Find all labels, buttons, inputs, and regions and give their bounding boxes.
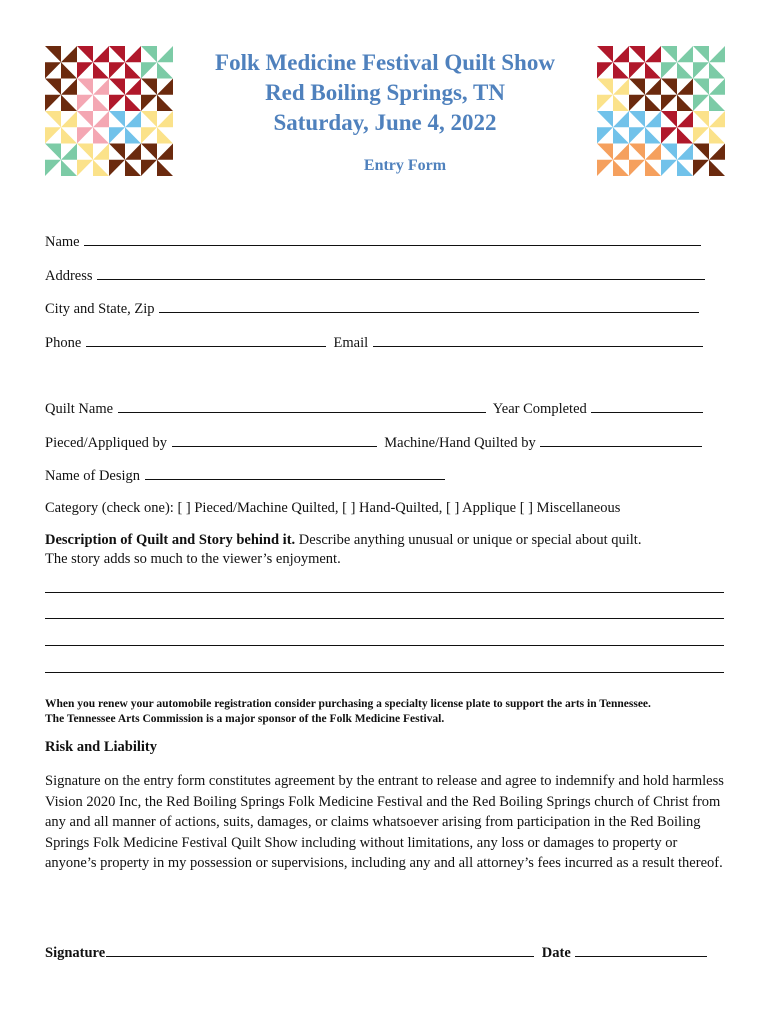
- city-state-zip-label: City and State, Zip: [45, 301, 155, 317]
- email-field[interactable]: [373, 332, 703, 347]
- phone-label: Phone: [45, 335, 82, 351]
- city-state-zip-field[interactable]: [159, 298, 699, 313]
- name-of-design-label: Name of Design: [45, 468, 141, 484]
- description-heading: Description of Quilt and Story behind it.: [45, 532, 296, 548]
- city-state-zip-row: [45, 298, 703, 318]
- title-line-3: Saturday, June 4, 2022: [273, 110, 497, 135]
- sponsor-note-line-2: The Tennessee Arts Commission is a major sponsor of the Folk Medicine Festival.: [45, 713, 445, 725]
- signature-label: Signature: [45, 945, 106, 961]
- name-row: [45, 231, 705, 251]
- pieced-by-field[interactable]: [172, 432, 377, 447]
- description-prompt: [45, 531, 725, 569]
- signature-field[interactable]: [106, 942, 534, 957]
- form-subtitle: Entry Form: [363, 157, 447, 174]
- name-label: Name: [45, 234, 80, 250]
- quilt-name-row: [45, 398, 707, 418]
- title-line-1: Folk Medicine Festival Quilt Show: [215, 50, 555, 75]
- pieced-by-label: Pieced/Appliqued by: [45, 435, 168, 451]
- phone-email-row: [45, 332, 707, 352]
- name-field[interactable]: [84, 231, 701, 246]
- address-field[interactable]: [97, 265, 705, 280]
- pieced-quilted-row: [45, 432, 706, 452]
- pinwheel-quilt-icon: [45, 46, 173, 176]
- sponsor-note-line-1: When you renew your automobile registration consider purchasing a specialty license plate to support the arts in Tennessee.: [45, 698, 651, 710]
- quilt-name-label: Quilt Name: [45, 401, 114, 417]
- signature-row: [45, 942, 711, 962]
- quilted-by-field[interactable]: [540, 432, 702, 447]
- description-line-3[interactable]: [45, 645, 724, 646]
- quilted-by-label: Machine/Hand Quilted by: [384, 435, 536, 451]
- category-row: [45, 499, 620, 517]
- date-field[interactable]: [575, 942, 707, 957]
- risk-body: Signature on the entry form constitutes agreement by the entrant to release and agree to indemnify and hold harmless Vision 2020 Inc, the Red Boiling Springs Folk Medicine Festival and the Red Boiling Springs church of Christ from any and all manner of actions, suits, damages, or claims whatsoever arising from participation in the Red Boiling Springs Folk Medicine Festival Quilt Show including without limitations, any loss or damages to property or anyone’s property in my possession or supervisions, including any and all attorney’s fees incurred as a result thereof.: [45, 773, 724, 871]
- description-line-2[interactable]: [45, 618, 724, 619]
- description-line-1[interactable]: [45, 592, 724, 593]
- name-of-design-field[interactable]: [145, 465, 445, 480]
- title-line-2: Red Boiling Springs, TN: [265, 80, 505, 105]
- description-line-4[interactable]: [45, 672, 724, 673]
- quilt-logo-left: [45, 46, 173, 176]
- year-completed-field[interactable]: [591, 398, 703, 413]
- address-row: [45, 265, 709, 285]
- email-label: Email: [333, 335, 369, 351]
- category-label[interactable]: Category (check one): [ ] Pieced/Machine Quilted, [ ] Hand-Quilted, [ ] Applique [ ] Miscellaneous: [45, 500, 621, 516]
- address-label: Address: [45, 268, 93, 284]
- year-completed-label: Year Completed: [492, 401, 587, 417]
- phone-field[interactable]: [86, 332, 326, 347]
- description-instruction: Describe anything unusual or unique or special about quilt.: [295, 532, 642, 548]
- description-note: The story adds so much to the viewer’s enjoyment.: [45, 551, 341, 567]
- sponsor-note: [45, 697, 735, 727]
- risk-heading: Risk and Liability: [45, 739, 158, 755]
- quilt-name-field[interactable]: [118, 398, 486, 413]
- date-label: Date: [541, 945, 571, 961]
- design-row: [45, 465, 449, 485]
